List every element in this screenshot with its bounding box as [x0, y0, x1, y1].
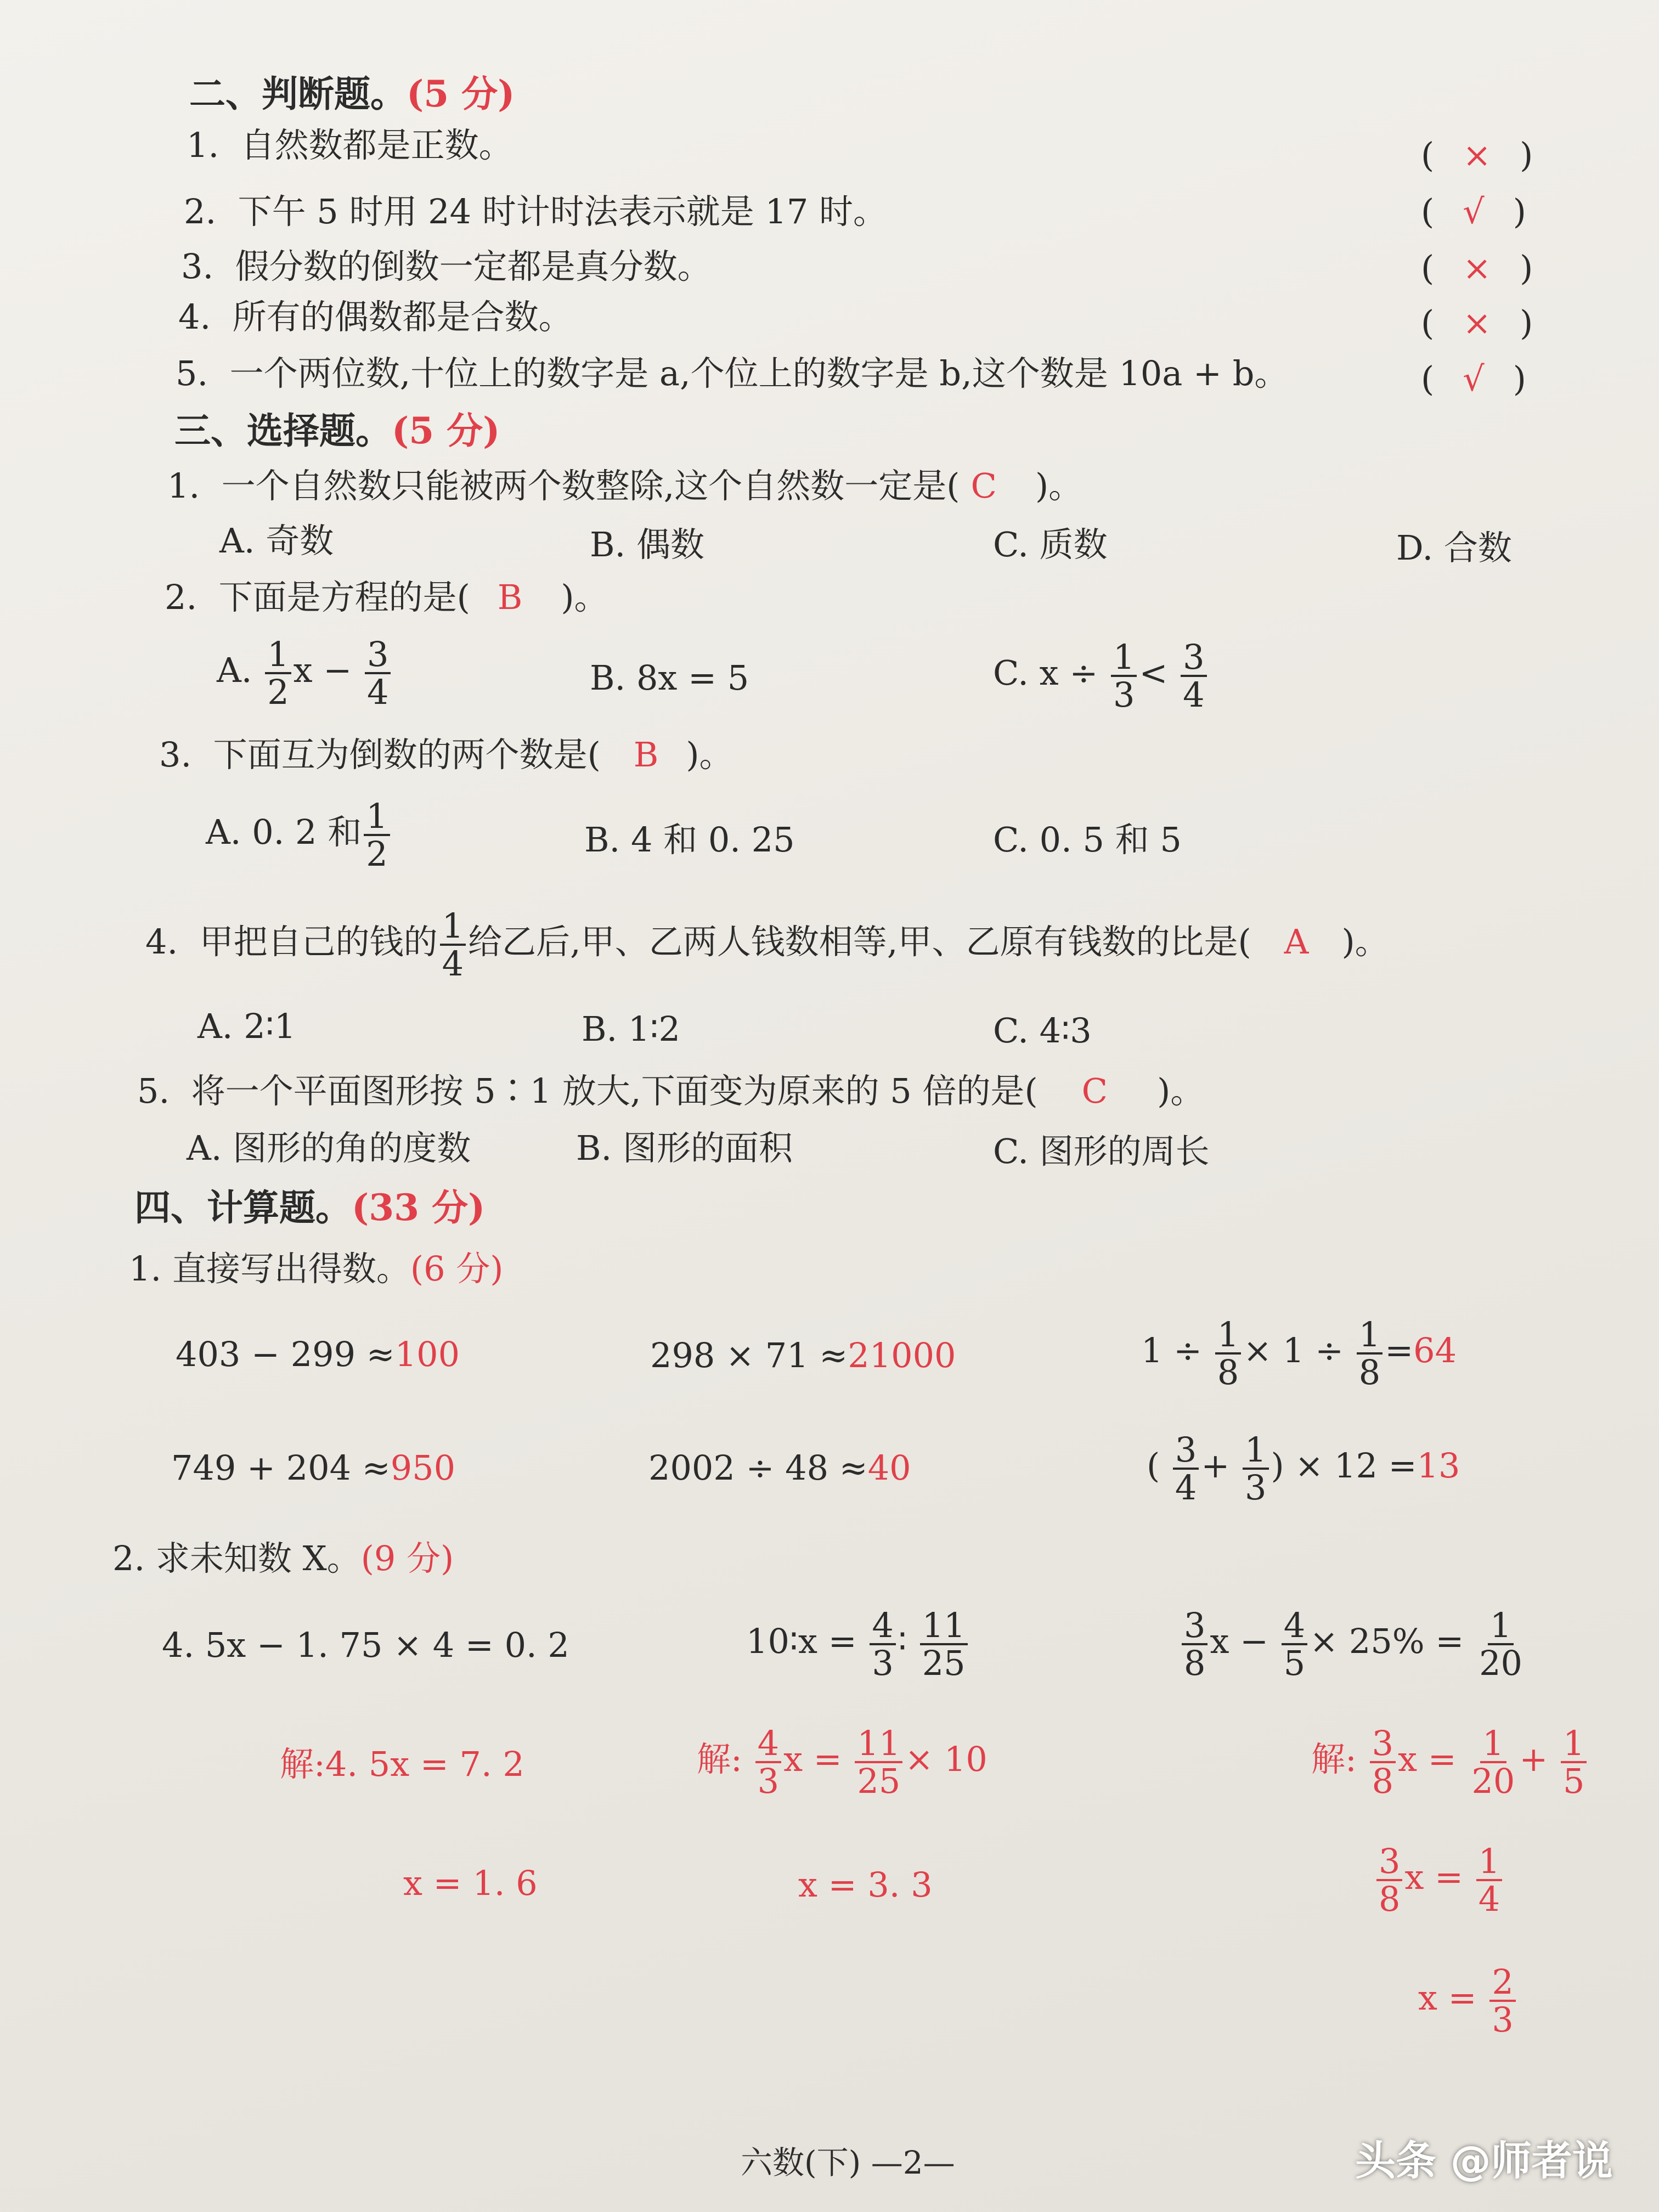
- judge-item-1: 1. 自然数都是正数。: [187, 125, 513, 165]
- choice-answer: B: [497, 577, 523, 617]
- judge-item-4: 4. 所有的偶数都是合数。: [178, 297, 573, 337]
- q3-option-c: C. 0. 5 和 5: [993, 820, 1182, 860]
- judge-answer-3: ( × ): [1421, 248, 1533, 288]
- judge-answer-5: ( √ ): [1421, 359, 1526, 399]
- section-title: 三、选择题。: [174, 409, 392, 452]
- judge-answer-4: ( × ): [1421, 303, 1533, 343]
- q1-option-d: D. 合数: [1396, 528, 1512, 568]
- equation-2: 10∶x = $\frac{4}{3}$ ∶ $\frac{11}{25}$: [746, 1607, 970, 1681]
- direct-calc-6: ( $\frac{3}{4}$ + $\frac{1}{3}$ ) × 12 =13: [1147, 1430, 1460, 1508]
- choice-q2: 2. 下面是方程的是( B )。: [165, 577, 608, 617]
- equation-1: 4. 5x − 1. 75 × 4 = 0. 2: [162, 1625, 569, 1665]
- direct-calc-2: 298 × 71 ≈21000: [650, 1335, 956, 1375]
- q3-option-a: A. 0. 2 和 $\frac{1}{2}$: [206, 798, 392, 872]
- solution-1-line-1: 解:4. 5x = 7. 2: [280, 1744, 524, 1784]
- section-title: 四、计算题。: [134, 1186, 352, 1229]
- solution-3-line-2: $\frac{3}{8}$ x = $\frac{1}{4}$: [1374, 1843, 1504, 1917]
- judge-item-5: 5. 一个两位数,十位上的数字是 a,个位上的数字是 b,这个数是 10a + b。: [176, 353, 1289, 393]
- direct-calc-5: 2002 ÷ 48 ≈40: [648, 1448, 911, 1488]
- section-score: (5 分): [392, 409, 500, 452]
- choice-answer: C: [970, 466, 997, 506]
- section-score: (33 分): [352, 1186, 486, 1229]
- q2-option-a: A. $\frac{1}{2}$ x − $\frac{3}{4}$: [217, 636, 393, 710]
- watermark-brand: 头条 @师者说: [1355, 2137, 1613, 2185]
- section-4-heading: [134, 1186, 486, 1229]
- q2-option-b: B. 8x = 5: [590, 658, 749, 698]
- calc-answer: 64: [1413, 1330, 1457, 1371]
- q5-option-c: C. 图形的周长: [993, 1131, 1210, 1171]
- choice-q5: 5. 将一个平面图形按 5∶1 放大,下面变为原来的 5 倍的是( C )。: [137, 1071, 1205, 1111]
- calc-answer: 100: [394, 1334, 460, 1374]
- choice-answer: A: [1284, 922, 1309, 962]
- q3-option-b: B. 4 和 0. 25: [584, 820, 795, 860]
- q1-option-a: A. 奇数: [219, 521, 334, 561]
- q5-option-b: B. 图形的面积: [576, 1128, 793, 1168]
- q4-option-c: C. 4∶3: [993, 1011, 1092, 1051]
- q5-option-a: A. 图形的角的度数: [187, 1128, 471, 1168]
- equation-3: $\frac{3}{8}$ x − $\frac{4}{5}$ × 25% = $\frac{1}{20}$: [1180, 1607, 1527, 1681]
- solution-3-line-1: 解: $\frac{3}{8}$ x = $\frac{1}{20}$ + $\frac{1}{5}$: [1311, 1725, 1589, 1799]
- direct-calc-3: 1 ÷ $\frac{1}{8}$ × 1 ÷ $\frac{1}{8}$ =64: [1141, 1314, 1457, 1393]
- section-3-heading: [174, 409, 500, 452]
- calc-answer: 950: [390, 1448, 456, 1488]
- section-2-heading: [189, 72, 515, 115]
- judge-answer-2: ( √ ): [1421, 191, 1526, 232]
- direct-calc-4: 749 + 204 ≈950: [171, 1448, 456, 1488]
- calc-answer: 21000: [848, 1335, 956, 1375]
- q4-option-b: B. 1∶2: [582, 1009, 681, 1049]
- choice-q4: 4. 甲把自己的钱的 $\frac{1}{4}$ 给乙后,甲、乙两人钱数相等,甲、乙原有钱数的比是( A )。: [145, 906, 1389, 984]
- choice-answer: B: [633, 735, 659, 775]
- calc-part-1-title: 1. 直接写出得数。(6 分): [129, 1249, 504, 1289]
- solution-1-line-2: x = 1. 6: [403, 1863, 538, 1903]
- judge-item-3: 3. 假分数的倒数一定都是真分数。: [181, 246, 712, 286]
- solution-2-line-2: x = 3. 3: [798, 1865, 933, 1905]
- judge-answer-1: ( × ): [1421, 135, 1533, 175]
- choice-q1: 1. 一个自然数只能被两个数整除,这个自然数一定是( C )。: [167, 466, 1083, 506]
- direct-calc-1: 403 − 299 ≈100: [176, 1334, 460, 1374]
- section-title: 二、判断题。: [189, 72, 407, 115]
- choice-q3: 3. 下面互为倒数的两个数是( B )。: [159, 735, 733, 775]
- section-score: (5 分): [407, 72, 515, 115]
- q2-option-c: C. x ÷ $\frac{1}{3}$ < $\frac{3}{4}$: [993, 639, 1209, 713]
- calc-answer: 40: [867, 1448, 911, 1488]
- choice-answer: C: [1081, 1071, 1108, 1111]
- solution-2-line-1: 解: $\frac{4}{3}$ x = $\frac{11}{25}$ × 10: [697, 1723, 988, 1802]
- q4-option-a: A. 2∶1: [198, 1006, 296, 1046]
- judge-item-2: 2. 下午 5 时用 24 时计时法表示就是 17 时。: [184, 191, 888, 232]
- calc-answer: 13: [1417, 1446, 1460, 1486]
- q1-option-c: C. 质数: [993, 524, 1108, 565]
- calc-part-2-title: 2. 求未知数 X。(9 分): [112, 1538, 454, 1578]
- q1-option-b: B. 偶数: [590, 524, 704, 565]
- page-footer: 六数(下) —2—: [741, 2144, 955, 2181]
- solution-3-line-3: x = $\frac{2}{3}$: [1418, 1964, 1518, 2038]
